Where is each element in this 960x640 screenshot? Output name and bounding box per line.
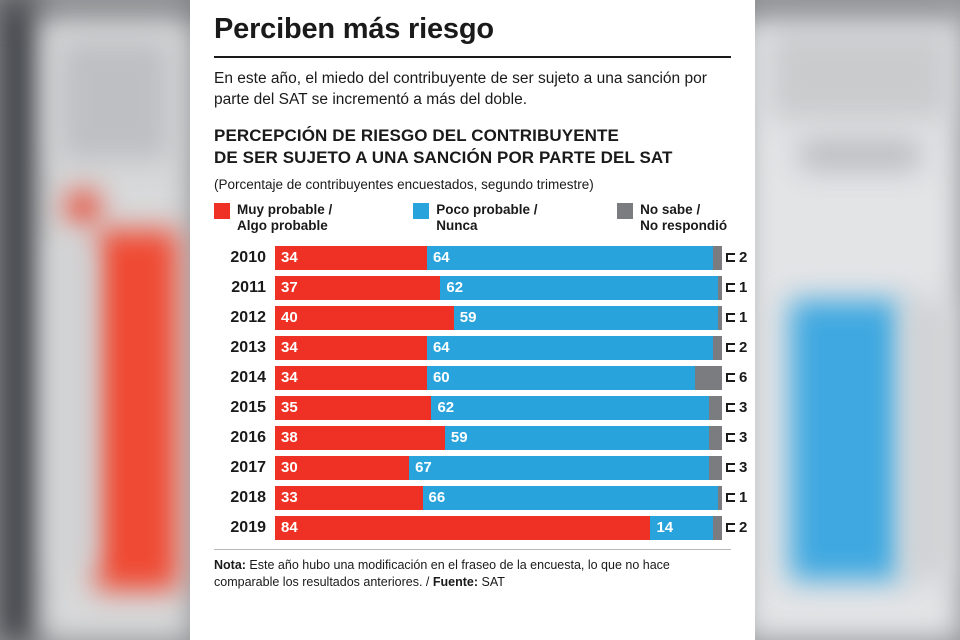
bar-value-label: 62 [437, 399, 455, 417]
bracket-icon [726, 493, 735, 502]
bar-value-label: 64 [432, 339, 450, 357]
bar-value-label: 37 [281, 279, 298, 297]
bar-value-label: 60 [432, 369, 450, 387]
note-text: Este año hubo una modificación en el fraseo de la encuesta, lo que no hace comparable los resultados anteriores. / [214, 558, 670, 590]
deck-text: En este año, el miedo del contribuyente de ser sujeto a una sanción por parte del SAT se incrementó a más del doble. [214, 69, 707, 109]
year-label: 2015 [230, 398, 266, 416]
bar-segment-red [275, 456, 409, 480]
bar-value-label: 34 [281, 369, 298, 387]
bar-track [275, 426, 747, 450]
bar-segment-blue [650, 516, 713, 540]
grey-value-text: 1 [738, 309, 748, 327]
bar-value-label: 66 [428, 489, 446, 507]
chart-title-line1: PERCEPCIÓN DE RIESGO DEL CONTRIBUYENTE [214, 125, 619, 145]
bar-value-label: 30 [281, 459, 298, 477]
bracket-icon [726, 313, 735, 322]
bracket-icon [726, 403, 735, 412]
chart-title [214, 125, 731, 169]
bar-segment-blue [423, 486, 718, 510]
bar-segment-red [275, 516, 650, 540]
chart-row [214, 304, 748, 331]
page-title: Perciben más riesgo [214, 13, 494, 45]
legend-label-line2: Algo probable [237, 218, 328, 234]
background-shape [60, 240, 94, 570]
background-shape [905, 300, 950, 580]
legend-label-line2: Nunca [436, 218, 478, 234]
bar-segment-red [275, 306, 454, 330]
legend-item-muy-probable [214, 202, 413, 234]
bar-track [275, 486, 747, 510]
chart-row [214, 394, 748, 421]
bar-track [275, 456, 747, 480]
bar-segment-blue [445, 426, 709, 450]
grey-value-callout [726, 426, 747, 450]
source-label: Fuente: [432, 575, 479, 590]
year-label: 2014 [230, 368, 266, 386]
footer-divider [214, 549, 731, 550]
bar-value-label: 84 [281, 519, 298, 537]
grey-value-callout [726, 516, 747, 540]
bar-segment-red [275, 246, 427, 270]
bar-value-label: 14 [656, 519, 674, 537]
legend-label [436, 202, 537, 234]
bar-segment-red [275, 486, 423, 510]
year-label: 2010 [230, 248, 266, 266]
year-label: 2011 [231, 278, 266, 296]
bracket-icon [726, 433, 735, 442]
chart-legend [214, 202, 731, 234]
bar-track [275, 276, 747, 300]
grey-value-callout [726, 306, 747, 330]
bar-segment-blue [427, 366, 695, 390]
chart-row [214, 364, 748, 391]
bar-segment-red [275, 276, 440, 300]
bracket-icon [726, 523, 735, 532]
grey-value-text: 1 [738, 279, 748, 297]
legend-label-line1: Poco probable / [436, 201, 538, 217]
bracket-icon [726, 463, 735, 472]
bar-track [275, 306, 747, 330]
grey-value-text: 1 [738, 489, 748, 507]
grey-value-callout [726, 276, 747, 300]
bar-track [275, 516, 747, 540]
bar-value-label: 33 [281, 489, 298, 507]
legend-label-line2: No respondió [640, 218, 728, 234]
chart-row [214, 484, 748, 511]
chart-row [214, 424, 748, 451]
bracket-icon [726, 343, 735, 352]
chart-row [214, 514, 748, 541]
background-shape [800, 140, 920, 170]
bracket-icon [726, 253, 735, 262]
bar-segment-red [275, 336, 427, 360]
background-shape [770, 30, 950, 120]
year-label: 2018 [230, 488, 266, 506]
year-label: 2019 [230, 518, 266, 536]
chart-row [214, 334, 748, 361]
bar-track [275, 246, 747, 270]
bar-segment-blue [427, 246, 713, 270]
bar-track [275, 366, 747, 390]
background-shape [60, 40, 170, 160]
bar-segment-grey [709, 426, 722, 450]
bar-segment-grey [695, 366, 722, 390]
background-shape [66, 190, 100, 224]
legend-label-line1: No sabe / [640, 201, 701, 217]
year-label: 2012 [230, 308, 266, 326]
legend-item-no-sabe [617, 202, 731, 234]
grey-value-text: 6 [738, 369, 748, 387]
legend-label [237, 202, 332, 234]
grey-value-text: 3 [738, 429, 748, 447]
chart-subtitle: (Porcentaje de contribuyentes encuestados, segundo trimestre) [214, 176, 594, 192]
bar-segment-grey [709, 456, 722, 480]
bracket-icon [726, 283, 735, 292]
bar-segment-blue [427, 336, 713, 360]
grey-value-callout [726, 486, 747, 510]
bar-segment-blue [454, 306, 718, 330]
background-shape [790, 300, 900, 580]
chart-row [214, 244, 748, 271]
background-shape [96, 230, 178, 590]
bar-segment-red [275, 426, 445, 450]
year-label: 2016 [230, 428, 266, 446]
grey-value-text: 2 [738, 249, 748, 267]
year-label: 2017 [230, 458, 266, 476]
title-divider [214, 56, 731, 58]
grey-value-text: 3 [738, 459, 748, 477]
bar-segment-grey [718, 306, 722, 330]
grey-value-callout [726, 246, 747, 270]
bar-segment-grey [718, 276, 722, 300]
grey-value-callout [726, 336, 747, 360]
chart-row [214, 274, 748, 301]
source-text: SAT [478, 575, 505, 590]
grey-value-text: 3 [738, 399, 748, 417]
legend-item-poco-probable [413, 202, 617, 234]
bar-track [275, 336, 747, 360]
bar-segment-grey [713, 516, 722, 540]
bar-value-label: 67 [415, 459, 432, 477]
bar-track [275, 396, 747, 420]
bar-segment-blue [409, 456, 708, 480]
bar-value-label: 40 [281, 309, 298, 327]
legend-swatch-blue-icon [413, 203, 429, 219]
year-label: 2013 [230, 338, 266, 356]
bar-value-label: 59 [450, 429, 468, 447]
chart-title-line2: DE SER SUJETO A UNA SANCIÓN POR PARTE DEL SAT [214, 147, 673, 167]
infographic-card [190, 0, 755, 640]
grey-value-text: 2 [738, 339, 748, 357]
bar-segment-grey [713, 246, 722, 270]
grey-value-callout [726, 366, 747, 390]
bar-segment-red [275, 396, 431, 420]
bracket-icon [726, 373, 735, 382]
bar-segment-red [275, 366, 427, 390]
bar-value-label: 34 [281, 339, 298, 357]
bar-value-label: 38 [281, 429, 298, 447]
bar-segment-grey [709, 396, 722, 420]
legend-swatch-red-icon [214, 203, 230, 219]
bar-value-label: 62 [446, 279, 464, 297]
legend-label-line1: Muy probable / [237, 201, 333, 217]
bar-segment-grey [713, 336, 722, 360]
grey-value-callout [726, 396, 747, 420]
bar-value-label: 34 [281, 249, 298, 267]
bar-segment-blue [431, 396, 708, 420]
chart-row [214, 454, 748, 481]
legend-swatch-grey-icon [617, 203, 633, 219]
chart-note [214, 557, 731, 591]
bar-segment-blue [440, 276, 717, 300]
bar-value-label: 64 [432, 249, 450, 267]
background-shape [0, 0, 40, 640]
bar-value-label: 35 [281, 399, 298, 417]
legend-label [640, 202, 727, 234]
note-label: Nota: [214, 558, 246, 573]
grey-value-text: 2 [738, 519, 748, 537]
grey-value-callout [726, 456, 747, 480]
bar-value-label: 59 [459, 309, 477, 327]
bar-segment-grey [718, 486, 722, 510]
stacked-bar-chart [214, 244, 748, 541]
